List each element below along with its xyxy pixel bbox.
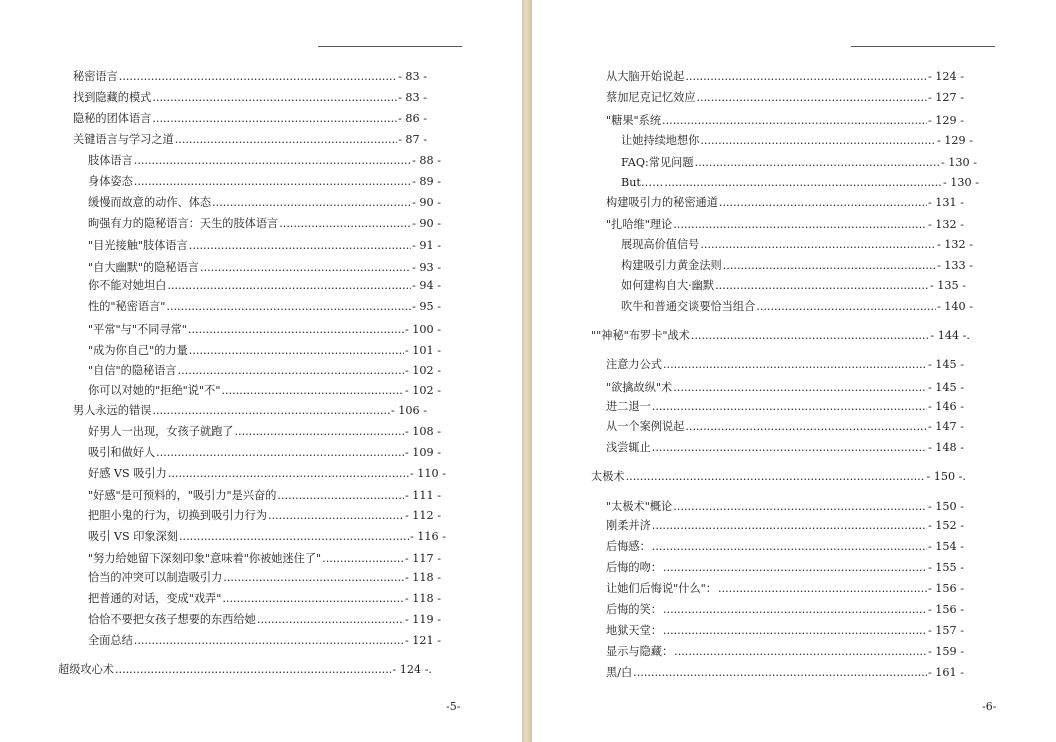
toc-entry-page: - 154 - — [927, 540, 964, 553]
toc-entry-page: - 156 - — [927, 603, 964, 616]
toc-entry-title: 恰当的冲突可以制造吸引力 — [88, 571, 223, 584]
toc-entry-title: 注意力公式 — [606, 358, 662, 371]
toc-entry-title: "糖果"系统 — [606, 114, 662, 127]
toc-leader — [626, 470, 926, 484]
toc-entry-page: - 90 - — [412, 217, 441, 230]
toc-entry[interactable] — [606, 561, 964, 575]
toc-entry-page: - 94 - — [412, 279, 441, 292]
toc-leader — [719, 196, 927, 210]
toc-entry-title: 你不能对她坦白 — [88, 279, 167, 292]
page-number: -5- — [446, 700, 461, 713]
toc-entry[interactable] — [621, 134, 973, 148]
toc-entry-page: - 118 - — [404, 571, 441, 584]
toc-entry-title: "欲擒故纵"术 — [606, 381, 673, 394]
toc-entry-title: 身体姿态 — [88, 175, 133, 188]
toc-entry[interactable] — [88, 634, 441, 648]
toc-entry[interactable] — [88, 217, 441, 231]
toc-entry-title: 从一个案例说起 — [606, 420, 685, 433]
toc-entry-title: 构建吸引力黄金法则 — [621, 259, 722, 272]
toc-leader — [178, 364, 404, 378]
toc-leader — [179, 530, 409, 544]
toc-entry-page: - 161 - — [927, 666, 964, 679]
toc-entry-title: 显示与隐藏： — [606, 645, 674, 658]
toc-entry-page: - 129 - — [936, 134, 973, 147]
toc-entry[interactable] — [88, 592, 441, 606]
toc-entry-title: 黑/白 — [606, 666, 633, 679]
toc-leader — [168, 467, 409, 481]
toc-leader — [222, 592, 404, 606]
toc-entry-title: 找到隐藏的模式 — [73, 91, 152, 104]
toc-entry-page: - 102 - — [404, 384, 441, 397]
toc-entry-page: - 132 - — [936, 238, 973, 251]
toc-leader — [695, 156, 940, 170]
toc-leader — [257, 613, 404, 627]
toc-entry[interactable] — [73, 112, 427, 126]
toc-entry[interactable] — [606, 420, 964, 434]
toc-entry-page: - 88 - — [412, 154, 441, 167]
toc-entry-title: 隐秘的团体语言 — [73, 112, 152, 125]
toc-entry-title: ""神秘"布罗卡"战术 — [591, 329, 690, 342]
toc-entry-title: 如何建构自大·幽默 — [621, 279, 715, 292]
toc-entry-title: 肢体语言 — [88, 154, 133, 167]
toc-entry[interactable] — [88, 279, 441, 293]
right-page — [532, 0, 1056, 742]
toc-entry-title: "好感"是可预料的，"吸引力"是兴奋的 — [88, 489, 277, 502]
toc-entry-title: 昫强有力的隐秘语言：天生的肢体语言 — [88, 217, 279, 230]
toc-entry-page: - 157 - — [927, 624, 964, 637]
toc-entry-page: - 156 - — [927, 582, 964, 595]
toc-leader — [268, 509, 404, 523]
toc-entry-title: 刚柔并济 — [606, 519, 651, 532]
toc-leader — [673, 381, 927, 395]
toc-leader — [234, 425, 404, 439]
toc-entry-title: 吸引和做好人 — [88, 446, 156, 459]
toc-entry[interactable] — [606, 540, 964, 554]
toc-entry-page: - 100 - — [404, 323, 441, 336]
toc-entry-page: - 108 - — [404, 425, 441, 438]
toc-leader — [134, 175, 411, 189]
toc-entry-page: - 109 - — [404, 446, 441, 459]
toc-entry[interactable] — [606, 624, 964, 638]
toc-entry[interactable] — [73, 91, 427, 105]
toc-entry[interactable] — [621, 300, 973, 314]
toc-entry-title: FAQ:常见问题 — [621, 156, 694, 169]
toc-entry-page: - 95 - — [412, 300, 441, 313]
toc-entry[interactable] — [606, 500, 964, 514]
toc-leader — [663, 358, 927, 372]
toc-entry[interactable] — [88, 489, 441, 503]
toc-entry-page: - 140 - — [936, 300, 973, 313]
toc-entry[interactable] — [88, 239, 441, 253]
toc-leader — [715, 279, 929, 293]
toc-entry-page: - 101 - — [404, 344, 441, 357]
toc-entry[interactable] — [88, 196, 441, 210]
toc-entry-title: "自大幽默"的隐秘语言 — [88, 261, 199, 274]
toc-entry-page: - 159 - — [927, 645, 964, 658]
toc-entry-page: - 116 - — [409, 530, 446, 543]
toc-entry-title: 从大脑开始说起 — [606, 70, 685, 83]
toc-entry[interactable] — [606, 645, 964, 659]
toc-entry-page: - 145 - — [927, 358, 964, 371]
toc-entry-page: - 90 - — [412, 196, 441, 209]
toc-entry-page: - 110 - — [409, 467, 446, 480]
toc-entry-page: - 106 - — [390, 404, 427, 417]
toc-entry-title: 吸引 VS 印象深刻 — [88, 530, 178, 543]
toc-entry-page: - 131 - — [927, 196, 964, 209]
toc-leader — [152, 91, 397, 105]
toc-entry-title: "目光接触"肢体语言 — [88, 239, 188, 252]
toc-entry[interactable] — [58, 663, 432, 677]
toc-entry-title: "太极术"概论 — [606, 500, 673, 513]
toc-entry-title: 全面总结 — [88, 634, 133, 647]
toc-entry-page: - 129 - — [927, 114, 964, 127]
toc-entry-title: 性的"秘密语言" — [88, 300, 166, 313]
toc-entry[interactable] — [591, 329, 970, 343]
toc-entry-page: - 130 - — [940, 156, 977, 169]
toc-entry-page: - 145 - — [927, 381, 964, 394]
toc-entry-title: "扎哈维"理论 — [606, 218, 673, 231]
toc-leader — [277, 489, 404, 503]
toc-leader — [664, 176, 942, 190]
toc-leader — [662, 114, 927, 128]
toc-leader — [152, 112, 397, 126]
toc-entry[interactable] — [606, 666, 964, 680]
toc-entry[interactable] — [606, 218, 964, 232]
toc-entry-page: - 89 - — [412, 175, 441, 188]
toc-entry[interactable] — [88, 425, 441, 439]
toc-entry-title: 地狱天堂： — [606, 624, 662, 637]
toc-leader — [663, 624, 927, 638]
toc-leader — [279, 217, 411, 231]
toc-entry-title: 把胆小鬼的行为，切换到吸引力行为 — [88, 509, 268, 522]
toc-entry-title: 你可以对她的"拒绝"说"不" — [88, 384, 221, 397]
toc-entry[interactable] — [88, 154, 441, 168]
page-number: -6- — [982, 700, 997, 713]
toc-leader — [134, 154, 411, 168]
toc-entry-title: 展现高价值信号 — [621, 238, 700, 251]
toc-entry-page: - 93 - — [412, 261, 441, 274]
toc-leader — [718, 582, 927, 596]
toc-leader — [175, 133, 397, 147]
toc-leader — [673, 218, 927, 232]
toc-entry[interactable] — [606, 114, 964, 128]
toc-entry-title: 蔡加尼克记忆效应 — [606, 91, 696, 104]
toc-entry-page: - 148 - — [927, 441, 964, 454]
toc-leader — [652, 441, 927, 455]
toc-leader — [685, 70, 927, 84]
toc-entry[interactable] — [88, 300, 441, 314]
left-page — [0, 0, 522, 742]
toc-leader — [188, 323, 404, 337]
toc-entry-page: - 86 - — [398, 112, 427, 125]
toc-entry[interactable] — [88, 261, 441, 275]
toc-entry-title: 后悔的笑： — [606, 603, 662, 616]
header-rule — [851, 46, 995, 47]
toc-entry-title: "自信"的隐秘语言 — [88, 364, 177, 377]
toc-entry[interactable] — [88, 613, 441, 627]
toc-leader — [156, 446, 404, 460]
toc-leader — [115, 663, 391, 677]
toc-entry-page: - 147 - — [927, 420, 964, 433]
toc-entry-title: 浅尝辄止 — [606, 441, 651, 454]
toc-entry-page: - 132 - — [927, 218, 964, 231]
toc-entry-page: - 133 - — [936, 259, 973, 272]
toc-entry-title: 让她持续地想你 — [621, 134, 700, 147]
toc-entry[interactable] — [88, 552, 441, 566]
toc-entry[interactable] — [606, 603, 964, 617]
toc-entry-title: 关键语言与学习之道 — [73, 133, 174, 146]
toc-entry[interactable] — [606, 400, 964, 414]
toc-leader — [223, 571, 404, 585]
book-spine — [522, 0, 532, 742]
toc-entry-page: - 83 - — [398, 70, 427, 83]
toc-leader — [652, 519, 927, 533]
toc-entry[interactable] — [606, 70, 964, 84]
toc-leader — [200, 261, 411, 275]
toc-entry[interactable] — [73, 70, 427, 84]
toc-leader — [633, 666, 927, 680]
toc-entry-title: 后悔的吻： — [606, 561, 662, 574]
toc-entry[interactable] — [621, 156, 977, 170]
toc-leader — [663, 603, 927, 617]
header-rule — [318, 46, 462, 47]
toc-leader — [652, 400, 927, 414]
toc-entry[interactable] — [606, 441, 964, 455]
toc-entry-page: - 152 - — [927, 519, 964, 532]
toc-entry-page: - 87 - — [398, 133, 427, 146]
toc-entry-title: "平常"与"不同寻常" — [88, 323, 187, 336]
toc-entry-title: 进二退一 — [606, 400, 651, 413]
toc-entry[interactable] — [621, 176, 979, 190]
toc-entry-title: 构建吸引力的秘密通道 — [606, 196, 718, 209]
toc-leader — [166, 300, 411, 314]
toc-entry[interactable] — [88, 571, 441, 585]
toc-entry-title: 太极术 — [591, 470, 625, 483]
toc-entry[interactable] — [88, 467, 446, 481]
toc-entry[interactable] — [88, 344, 441, 358]
toc-leader — [322, 552, 404, 566]
toc-entry-page: - 124 - — [927, 70, 964, 83]
toc-leader — [663, 561, 927, 575]
toc-entry-title: 吹牛和普通交谈要恰当组合 — [621, 300, 756, 313]
toc-leader — [691, 329, 930, 343]
toc-entry[interactable] — [621, 279, 966, 293]
toc-leader — [152, 404, 390, 418]
toc-entry-page: - 144 -. — [930, 329, 970, 342]
toc-entry[interactable] — [606, 358, 964, 372]
toc-entry-page: - 102 - — [404, 364, 441, 377]
toc-leader — [700, 134, 936, 148]
toc-entry[interactable] — [73, 133, 427, 147]
toc-leader — [212, 196, 411, 210]
toc-leader — [697, 91, 927, 105]
toc-entry[interactable] — [621, 238, 973, 252]
toc-entry[interactable] — [88, 364, 441, 378]
toc-entry[interactable] — [73, 404, 427, 418]
toc-leader — [723, 259, 936, 273]
toc-leader — [756, 300, 936, 314]
toc-entry[interactable] — [591, 470, 966, 484]
toc-entry-page: - 155 - — [927, 561, 964, 574]
toc-entry-page: - 121 - — [404, 634, 441, 647]
toc-entry-title: But…… — [621, 176, 664, 189]
toc-entry-page: - 150 - — [927, 500, 964, 513]
toc-entry-page: - 117 - — [404, 552, 441, 565]
toc-entry-title: 秘密语言 — [73, 70, 118, 83]
toc-leader — [189, 239, 411, 253]
toc-leader — [189, 344, 404, 358]
toc-entry-title: 恰恰不要把女孩子想要的东西给她 — [88, 613, 256, 626]
toc-entry-title: "努力给她留下深刻印象"意味着"你被她迷住了" — [88, 552, 322, 565]
toc-entry[interactable] — [88, 175, 441, 189]
toc-entry-title: 把普通的对话，变成"戏弄" — [88, 592, 222, 605]
toc-entry-page: - 112 - — [404, 509, 441, 522]
toc-leader — [134, 634, 404, 648]
toc-leader — [674, 645, 927, 659]
toc-leader — [673, 500, 927, 514]
toc-entry-page: - 91 - — [412, 239, 441, 252]
toc-entry[interactable] — [606, 519, 964, 533]
toc-entry-page: - 119 - — [404, 613, 441, 626]
toc-entry[interactable] — [606, 196, 964, 210]
toc-entry-page: - 146 - — [927, 400, 964, 413]
toc-entry-page: - 118 - — [404, 592, 441, 605]
toc-entry[interactable] — [606, 381, 964, 395]
toc-entry-title: 好男人一出现，女孩子就跑了 — [88, 425, 234, 438]
toc-entry-title: 超级攻心术 — [58, 663, 114, 676]
toc-entry-page: - 127 - — [927, 91, 964, 104]
toc-entry-title: 好感 VS 吸引力 — [88, 467, 167, 480]
toc-leader — [167, 279, 411, 293]
toc-leader — [685, 420, 927, 434]
toc-entry[interactable] — [606, 582, 964, 596]
toc-entry-page: - 111 - — [404, 489, 441, 502]
toc-entry-page: - 83 - — [398, 91, 427, 104]
toc-entry-page: - 124 -. — [392, 663, 432, 676]
toc-entry-title: 缓慢而故意的动作、体态 — [88, 196, 212, 209]
toc-entry[interactable] — [621, 259, 973, 273]
toc-entry[interactable] — [88, 530, 446, 544]
toc-leader — [119, 70, 397, 84]
toc-entry-page: - 150 -. — [926, 470, 966, 483]
toc-entry[interactable] — [88, 509, 441, 523]
toc-entry[interactable] — [606, 91, 964, 105]
toc-entry-page: - 130 - — [942, 176, 979, 189]
toc-entry-title: 让她们后悔说"什么"： — [606, 582, 717, 595]
toc-entry[interactable] — [88, 446, 441, 460]
toc-entry-title: 后悔感： — [606, 540, 651, 553]
toc-leader — [652, 540, 927, 554]
toc-entry-title: "成为你自己"的力量 — [88, 344, 188, 357]
toc-entry[interactable] — [88, 323, 441, 337]
toc-entry-page: - 135 - — [929, 279, 966, 292]
toc-entry[interactable] — [88, 384, 441, 398]
toc-leader — [700, 238, 936, 252]
toc-leader — [221, 384, 404, 398]
toc-entry-title: 男人永远的错误 — [73, 404, 152, 417]
